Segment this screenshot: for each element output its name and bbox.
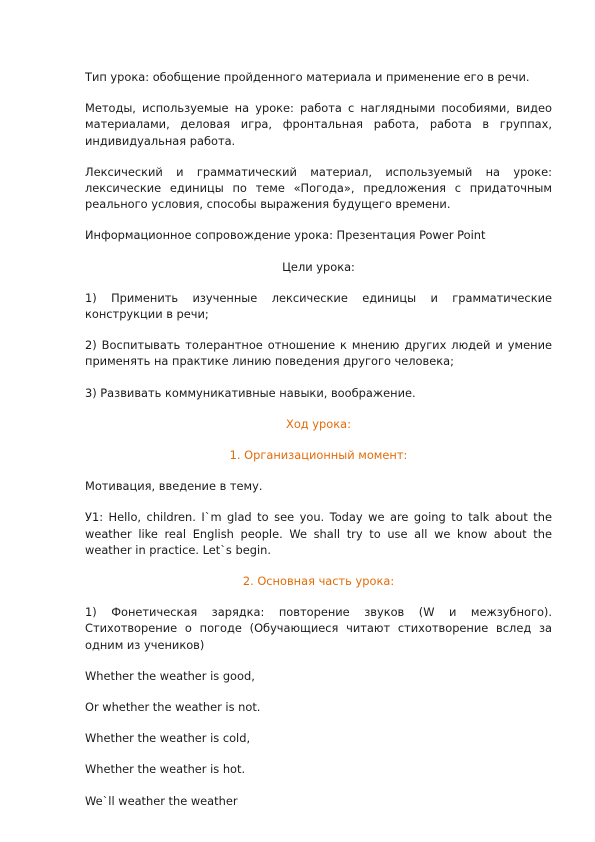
section-2-heading: 2. Основная часть урока: [242,574,395,589]
phonetic-paragraph: 1) Фонетическая зарядка: повторение звуков (W и межзубного). Стихотворение о погоде (Обучающиеся читают стихотворение вслед за одним из учеников) [85,605,552,652]
goal-item-1: 1) Применить изученные лексические единицы и грамматические конструкции в речи; [85,290,552,322]
goals-title: Цели урока: [282,259,355,274]
methods-paragraph: Методы, используемые на уроке: работа с наглядными пособиями, видео материалами, деловая игра, фронтальная работа, работа в группах, индивидуальная работа. [85,101,552,148]
poem-line-5: We`ll weather the weather [85,793,238,808]
document-page [85,69,552,824]
lesson-type: Тип урока: обобщение пройденного материала и применение его в речи. [85,70,530,84]
course-heading: Ход урока: [286,416,351,431]
lexical-material-paragraph: Лексический и грамматический материал, используемый на уроке: лексические единицы по теме «Погода», предложения с придаточным реального условия, способы выражения будущего времени. [85,164,552,212]
poem-line-3: Whether the weather is cold, [85,731,251,746]
poem-line-4: Whether the weather is hot. [85,762,246,777]
poem-line-2: Or whether the weather is not. [85,700,261,715]
goal-item-3: 3) Развивать коммуникативные навыки, воображение. [85,385,416,400]
motivation-paragraph: Мотивация, введение в тему. [85,479,263,494]
section-1-heading: 1. Организационный момент: [229,448,408,463]
info-support-paragraph: Информационное сопровождение урока: Презентация Power Point [85,228,486,243]
goal-item-2: 2) Воспитывать толерантное отношение к мнению других людей и умение применять на практике линию поведения другого человека; [85,338,552,369]
poem-line-1: Whether the weather is good, [85,668,255,683]
teacher-line: У1: Hello, children. I`m glad to see you. Today we are going to talk about the weather like real English people. We shall try to use all we know about the weather in practice. Let`s begin. [85,510,552,557]
